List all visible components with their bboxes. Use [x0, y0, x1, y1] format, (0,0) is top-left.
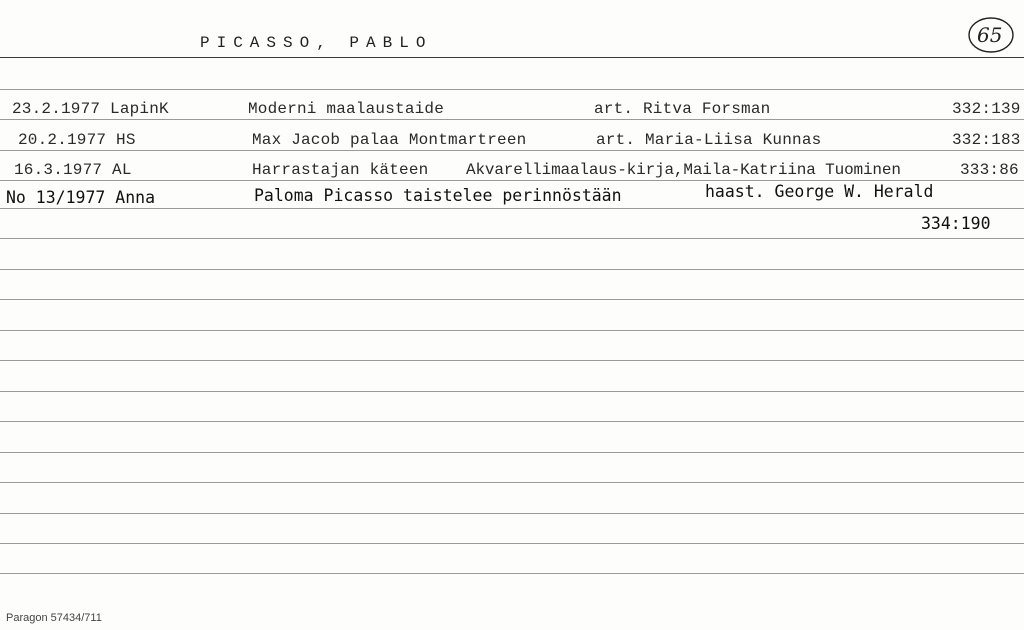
- ruled-line: [0, 421, 1024, 422]
- entry-date-source: 23.2.1977 LapinK: [12, 100, 169, 118]
- ruled-line: [0, 330, 1024, 331]
- ruled-line: [0, 180, 1024, 181]
- entry-reference: 334:190: [921, 214, 991, 233]
- entry-title: Paloma Picasso taistelee perinnöstään: [254, 186, 622, 205]
- entry-author: art. Ritva Forsman: [594, 100, 771, 118]
- ruled-line: [0, 360, 1024, 361]
- ruled-line: [0, 269, 1024, 270]
- card-footer-imprint: Paragon 57434/711: [6, 612, 102, 624]
- ruled-line: [0, 299, 1024, 300]
- ruled-line: [0, 208, 1024, 209]
- ruled-line: [0, 238, 1024, 239]
- entry-reference: 332:139: [952, 100, 1021, 118]
- entry-author: Akvarellimaalaus-kirja,Maila-Katriina Tuominen: [466, 161, 901, 179]
- ruled-line: [0, 543, 1024, 544]
- ruled-line: [0, 482, 1024, 483]
- header-rule: [0, 57, 1024, 58]
- entry-reference: 332:183: [952, 131, 1021, 149]
- entry-date-source: 16.3.1977 AL: [14, 161, 132, 179]
- entry-author: art. Maria-Liisa Kunnas: [596, 131, 822, 149]
- ruled-line: [0, 391, 1024, 392]
- entry-reference: 333:86: [960, 161, 1019, 179]
- entry-date-source: 20.2.1977 HS: [18, 131, 136, 149]
- ruled-line: [0, 573, 1024, 574]
- card-heading: PICASSO, PABLO: [200, 34, 433, 52]
- ruled-line: [0, 513, 1024, 514]
- entry-title: Moderni maalaustaide: [248, 100, 445, 118]
- card-number-badge: [966, 14, 1016, 54]
- entry-author: haast. George W. Herald: [705, 182, 934, 201]
- entry-title: Harrastajan käteen: [252, 161, 429, 179]
- entry-title: Max Jacob palaa Montmartreen: [252, 131, 527, 149]
- ruled-line: [0, 89, 1024, 90]
- card-number: 65: [977, 23, 1003, 47]
- ruled-line: [0, 119, 1024, 120]
- entry-date-source: No 13/1977 Anna: [6, 188, 156, 207]
- ruled-line: [0, 452, 1024, 453]
- ruled-line: [0, 150, 1024, 151]
